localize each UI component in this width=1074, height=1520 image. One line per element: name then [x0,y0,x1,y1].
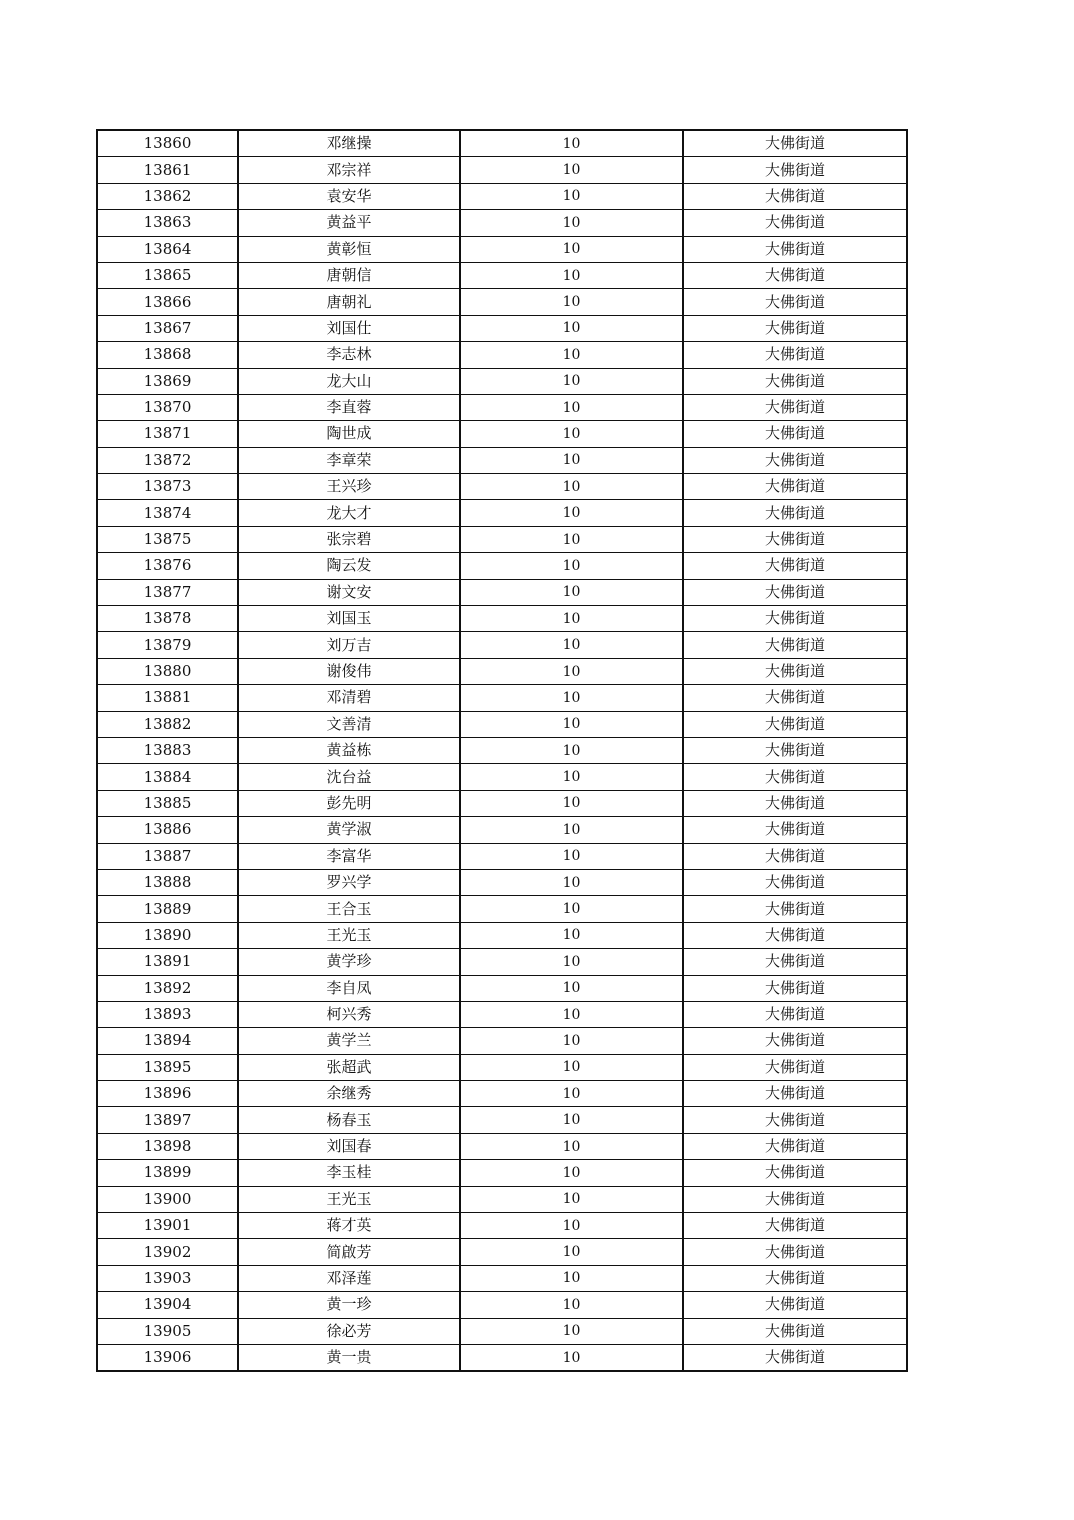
name-cell: 王光玉 [238,922,460,948]
table-row [97,764,907,790]
row-number-cell: 13868 [97,342,238,368]
row-number-cell: 13875 [97,526,238,552]
area-cell: 大佛街道 [683,1292,907,1318]
amount-cell: 10 [460,130,683,157]
table-row [97,737,907,763]
amount-cell: 10 [460,606,683,632]
name-cell: 龙大才 [238,500,460,526]
area-cell: 大佛街道 [683,1186,907,1212]
amount-cell: 10 [460,210,683,236]
table-row [97,236,907,262]
table-row [97,474,907,500]
name-cell: 王兴珍 [238,474,460,500]
name-cell: 龙大山 [238,368,460,394]
amount-cell: 10 [460,1081,683,1107]
name-cell: 杨春玉 [238,1107,460,1133]
name-cell: 文善清 [238,711,460,737]
table-row [97,1344,907,1371]
amount-cell: 10 [460,1107,683,1133]
area-cell: 大佛街道 [683,210,907,236]
name-cell: 余继秀 [238,1081,460,1107]
name-cell: 罗兴学 [238,869,460,895]
area-cell: 大佛街道 [683,579,907,605]
name-cell: 张超武 [238,1054,460,1080]
amount-cell: 10 [460,315,683,341]
name-cell: 黄一珍 [238,1292,460,1318]
area-cell: 大佛街道 [683,183,907,209]
area-cell: 大佛街道 [683,764,907,790]
area-cell: 大佛街道 [683,1081,907,1107]
name-cell: 刘国玉 [238,606,460,632]
area-cell: 大佛街道 [683,1344,907,1371]
area-cell: 大佛街道 [683,1133,907,1159]
area-cell: 大佛街道 [683,394,907,420]
amount-cell: 10 [460,869,683,895]
table-row [97,394,907,420]
area-cell: 大佛街道 [683,315,907,341]
amount-cell: 10 [460,1133,683,1159]
row-number-cell: 13884 [97,764,238,790]
name-cell: 李富华 [238,843,460,869]
table-row [97,130,907,157]
amount-cell: 10 [460,553,683,579]
amount-cell: 10 [460,817,683,843]
row-number-cell: 13894 [97,1028,238,1054]
table-row [97,1265,907,1291]
amount-cell: 10 [460,632,683,658]
table-row [97,1160,907,1186]
name-cell: 刘国春 [238,1133,460,1159]
row-number-cell: 13901 [97,1213,238,1239]
area-cell: 大佛街道 [683,922,907,948]
name-cell: 徐必芳 [238,1318,460,1344]
table-row [97,869,907,895]
row-number-cell: 13867 [97,315,238,341]
amount-cell: 10 [460,843,683,869]
amount-cell: 10 [460,1265,683,1291]
row-number-cell: 13886 [97,817,238,843]
row-number-cell: 13872 [97,447,238,473]
amount-cell: 10 [460,896,683,922]
area-cell: 大佛街道 [683,949,907,975]
area-cell: 大佛街道 [683,553,907,579]
name-cell: 陶云发 [238,553,460,579]
table-row [97,1213,907,1239]
row-number-cell: 13900 [97,1186,238,1212]
name-cell: 邓泽莲 [238,1265,460,1291]
area-cell: 大佛街道 [683,157,907,183]
amount-cell: 10 [460,183,683,209]
row-number-cell: 13890 [97,922,238,948]
row-number-cell: 13863 [97,210,238,236]
table-row [97,210,907,236]
row-number-cell: 13896 [97,1081,238,1107]
table-row [97,896,907,922]
amount-cell: 10 [460,685,683,711]
table-row [97,817,907,843]
row-number-cell: 13902 [97,1239,238,1265]
area-cell: 大佛街道 [683,1213,907,1239]
amount-cell: 10 [460,289,683,315]
area-cell: 大佛街道 [683,606,907,632]
table-row [97,1239,907,1265]
row-number-cell: 13904 [97,1292,238,1318]
row-number-cell: 13874 [97,500,238,526]
amount-cell: 10 [460,764,683,790]
table-row [97,579,907,605]
name-cell: 简啟芳 [238,1239,460,1265]
amount-cell: 10 [460,157,683,183]
name-cell: 黄彰恒 [238,236,460,262]
area-cell: 大佛街道 [683,1239,907,1265]
name-cell: 张宗碧 [238,526,460,552]
name-cell: 谢文安 [238,579,460,605]
area-cell: 大佛街道 [683,342,907,368]
roster-table-body [97,130,907,1371]
row-number-cell: 13897 [97,1107,238,1133]
area-cell: 大佛街道 [683,896,907,922]
row-number-cell: 13891 [97,949,238,975]
row-number-cell: 13880 [97,658,238,684]
table-row [97,790,907,816]
area-cell: 大佛街道 [683,711,907,737]
table-row [97,447,907,473]
area-cell: 大佛街道 [683,500,907,526]
name-cell: 黄学珍 [238,949,460,975]
amount-cell: 10 [460,1292,683,1318]
table-row [97,1001,907,1027]
table-row [97,1107,907,1133]
name-cell: 刘万吉 [238,632,460,658]
row-number-cell: 13888 [97,869,238,895]
table-row [97,342,907,368]
amount-cell: 10 [460,711,683,737]
table-row [97,1186,907,1212]
row-number-cell: 13895 [97,1054,238,1080]
table-row [97,632,907,658]
row-number-cell: 13879 [97,632,238,658]
row-number-cell: 13862 [97,183,238,209]
row-number-cell: 13882 [97,711,238,737]
row-number-cell: 13883 [97,737,238,763]
name-cell: 黄益平 [238,210,460,236]
row-number-cell: 13899 [97,1160,238,1186]
amount-cell: 10 [460,658,683,684]
table-row [97,922,907,948]
row-number-cell: 13876 [97,553,238,579]
row-number-cell: 13861 [97,157,238,183]
row-number-cell: 13885 [97,790,238,816]
table-row [97,1028,907,1054]
name-cell: 黄学兰 [238,1028,460,1054]
area-cell: 大佛街道 [683,975,907,1001]
row-number-cell: 13873 [97,474,238,500]
row-number-cell: 13905 [97,1318,238,1344]
area-cell: 大佛街道 [683,869,907,895]
amount-cell: 10 [460,737,683,763]
name-cell: 李玉桂 [238,1160,460,1186]
name-cell: 刘国仕 [238,315,460,341]
amount-cell: 10 [460,949,683,975]
name-cell: 黄一贵 [238,1344,460,1371]
row-number-cell: 13870 [97,394,238,420]
name-cell: 邓清碧 [238,685,460,711]
amount-cell: 10 [460,579,683,605]
area-cell: 大佛街道 [683,843,907,869]
area-cell: 大佛街道 [683,447,907,473]
name-cell: 李志林 [238,342,460,368]
area-cell: 大佛街道 [683,421,907,447]
area-cell: 大佛街道 [683,1054,907,1080]
table-row [97,183,907,209]
amount-cell: 10 [460,368,683,394]
area-cell: 大佛街道 [683,262,907,288]
area-cell: 大佛街道 [683,474,907,500]
row-number-cell: 13887 [97,843,238,869]
name-cell: 邓宗祥 [238,157,460,183]
name-cell: 李自凤 [238,975,460,1001]
table-row [97,949,907,975]
name-cell: 谢俊伟 [238,658,460,684]
row-number-cell: 13898 [97,1133,238,1159]
amount-cell: 10 [460,500,683,526]
area-cell: 大佛街道 [683,236,907,262]
amount-cell: 10 [460,1318,683,1344]
name-cell: 唐朝信 [238,262,460,288]
table-row [97,289,907,315]
area-cell: 大佛街道 [683,526,907,552]
table-row [97,685,907,711]
amount-cell: 10 [460,447,683,473]
row-number-cell: 13889 [97,896,238,922]
row-number-cell: 13871 [97,421,238,447]
amount-cell: 10 [460,526,683,552]
roster-table [96,129,908,1372]
amount-cell: 10 [460,790,683,816]
row-number-cell: 13877 [97,579,238,605]
area-cell: 大佛街道 [683,1160,907,1186]
name-cell: 陶世成 [238,421,460,447]
amount-cell: 10 [460,1186,683,1212]
area-cell: 大佛街道 [683,1265,907,1291]
table-row [97,526,907,552]
area-cell: 大佛街道 [683,632,907,658]
amount-cell: 10 [460,1239,683,1265]
row-number-cell: 13866 [97,289,238,315]
amount-cell: 10 [460,421,683,447]
name-cell: 蒋才英 [238,1213,460,1239]
table-row [97,843,907,869]
row-number-cell: 13893 [97,1001,238,1027]
table-row [97,711,907,737]
area-cell: 大佛街道 [683,658,907,684]
name-cell: 邓继操 [238,130,460,157]
area-cell: 大佛街道 [683,289,907,315]
area-cell: 大佛街道 [683,685,907,711]
row-number-cell: 13864 [97,236,238,262]
name-cell: 李章荣 [238,447,460,473]
name-cell: 黄益栋 [238,737,460,763]
area-cell: 大佛街道 [683,1001,907,1027]
amount-cell: 10 [460,1028,683,1054]
name-cell: 柯兴秀 [238,1001,460,1027]
area-cell: 大佛街道 [683,817,907,843]
table-row [97,1318,907,1344]
table-row [97,421,907,447]
row-number-cell: 13869 [97,368,238,394]
table-row [97,500,907,526]
area-cell: 大佛街道 [683,130,907,157]
area-cell: 大佛街道 [683,790,907,816]
name-cell: 彭先明 [238,790,460,816]
amount-cell: 10 [460,342,683,368]
table-row [97,658,907,684]
table-row [97,1081,907,1107]
amount-cell: 10 [460,922,683,948]
table-row [97,368,907,394]
amount-cell: 10 [460,1054,683,1080]
table-row [97,1054,907,1080]
name-cell: 李直蓉 [238,394,460,420]
amount-cell: 10 [460,236,683,262]
table-row [97,315,907,341]
table-row [97,606,907,632]
amount-cell: 10 [460,1344,683,1371]
table-row [97,1133,907,1159]
roster-sheet [96,129,906,1372]
row-number-cell: 13892 [97,975,238,1001]
row-number-cell: 13865 [97,262,238,288]
amount-cell: 10 [460,262,683,288]
table-row [97,262,907,288]
name-cell: 沈台益 [238,764,460,790]
row-number-cell: 13903 [97,1265,238,1291]
row-number-cell: 13906 [97,1344,238,1371]
name-cell: 袁安华 [238,183,460,209]
area-cell: 大佛街道 [683,1028,907,1054]
row-number-cell: 13878 [97,606,238,632]
area-cell: 大佛街道 [683,1318,907,1344]
amount-cell: 10 [460,1160,683,1186]
amount-cell: 10 [460,474,683,500]
table-row [97,1292,907,1318]
row-number-cell: 13860 [97,130,238,157]
amount-cell: 10 [460,1001,683,1027]
area-cell: 大佛街道 [683,737,907,763]
table-row [97,157,907,183]
name-cell: 黄学淑 [238,817,460,843]
name-cell: 王合玉 [238,896,460,922]
name-cell: 唐朝礼 [238,289,460,315]
amount-cell: 10 [460,975,683,1001]
amount-cell: 10 [460,1213,683,1239]
amount-cell: 10 [460,394,683,420]
name-cell: 王光玉 [238,1186,460,1212]
area-cell: 大佛街道 [683,368,907,394]
row-number-cell: 13881 [97,685,238,711]
table-row [97,553,907,579]
table-row [97,975,907,1001]
area-cell: 大佛街道 [683,1107,907,1133]
